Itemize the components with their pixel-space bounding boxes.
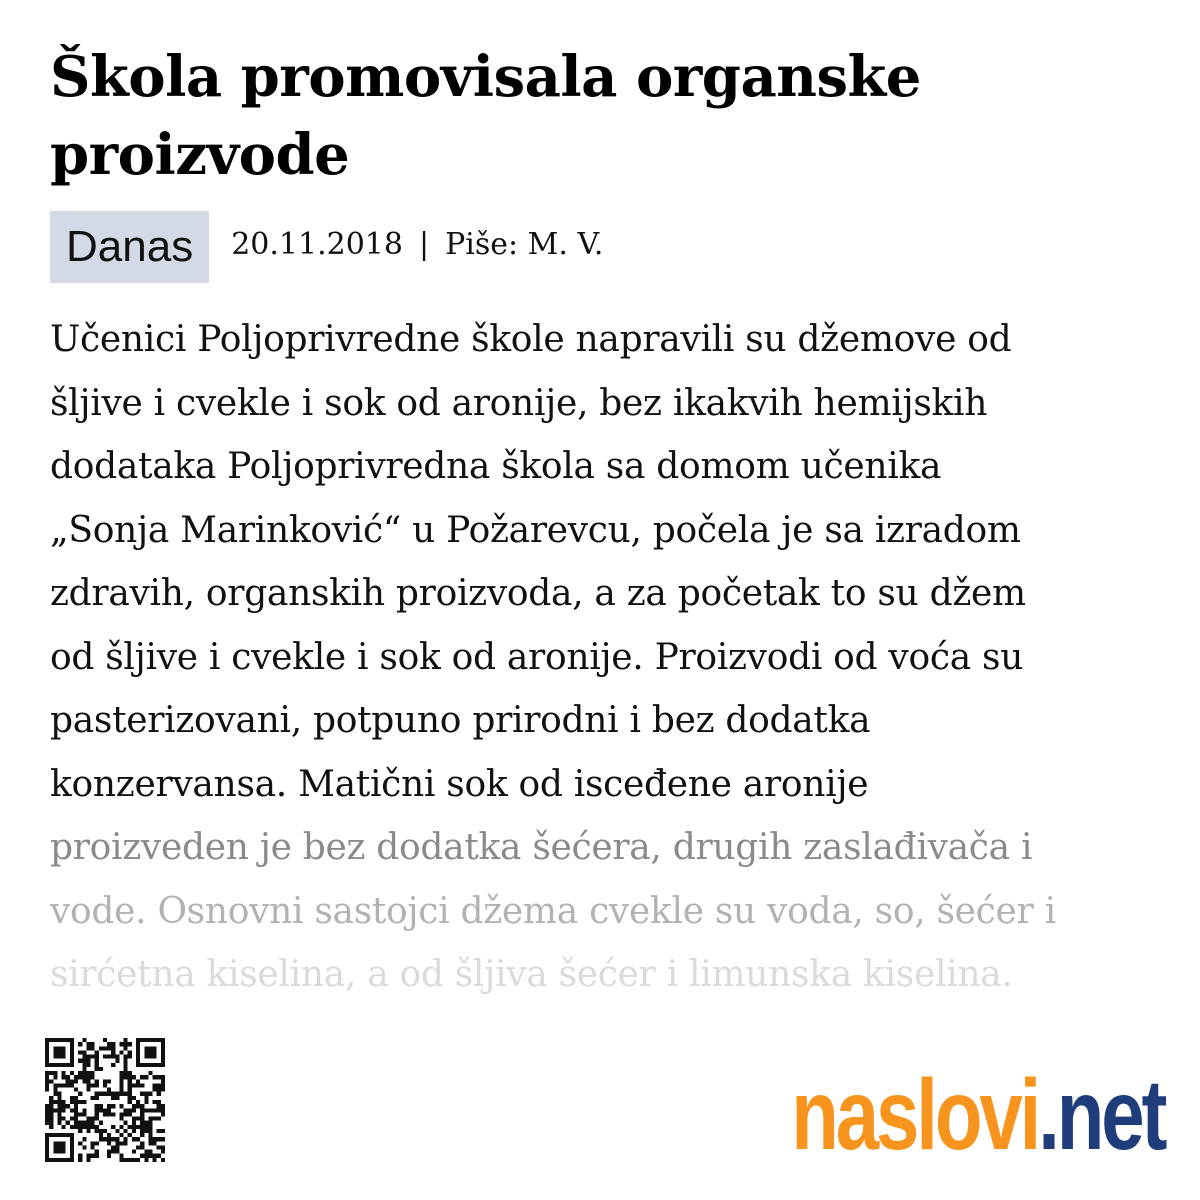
logo-text-naslovi: naslovi	[790, 1059, 1038, 1171]
body-line: šljive i cvekle i sok od aronije, bez ikakvih hemijskih	[50, 382, 988, 424]
body-line: zdravih, organskih proizvoda, a za početak to su džem	[50, 573, 1026, 614]
qr-code-icon	[45, 1038, 165, 1162]
article-title: Škola promovisala organske proizvode	[50, 44, 921, 188]
logo-text-net: .net	[1037, 1059, 1164, 1171]
body-line: konzervansa. Matični sok od isceđene aronije	[50, 763, 869, 805]
body-line: „Sonja Marinković“ u Požarevcu, počela je sa izradom	[50, 509, 1021, 551]
body-line: od šljive i cvekle i sok od aronije. Proizvodi od voća su	[50, 636, 1024, 678]
body-line: Učenici Poljoprivredne škole napravili su džemove od	[50, 319, 1012, 360]
site-logo[interactable]	[791, 1060, 1164, 1170]
article-meta	[50, 211, 603, 283]
meta-separator: |	[418, 227, 430, 262]
body-line-faded: proizveden je bez dodatka šećera, drugih zaslađivača i	[50, 827, 1033, 868]
body-line: dodataka Poljoprivredna škola sa domom učenika	[50, 446, 942, 487]
article-date: 20.11.2018	[231, 227, 403, 262]
meta-info	[231, 227, 603, 262]
body-line-faded: sirćetna kiselina, a od šljiva šećer i limunska kiselina.	[50, 954, 1013, 995]
body-line-faded: vode. Osnovni sastojci džema cvekle su voda, so, šećer i	[50, 890, 1056, 932]
article-body	[50, 308, 1160, 1007]
article-author: Piše: M. V.	[445, 227, 604, 262]
body-line: pasterizovani, potpuno prirodni i bez dodatka	[50, 700, 871, 741]
source-badge[interactable]: Danas	[50, 211, 209, 283]
